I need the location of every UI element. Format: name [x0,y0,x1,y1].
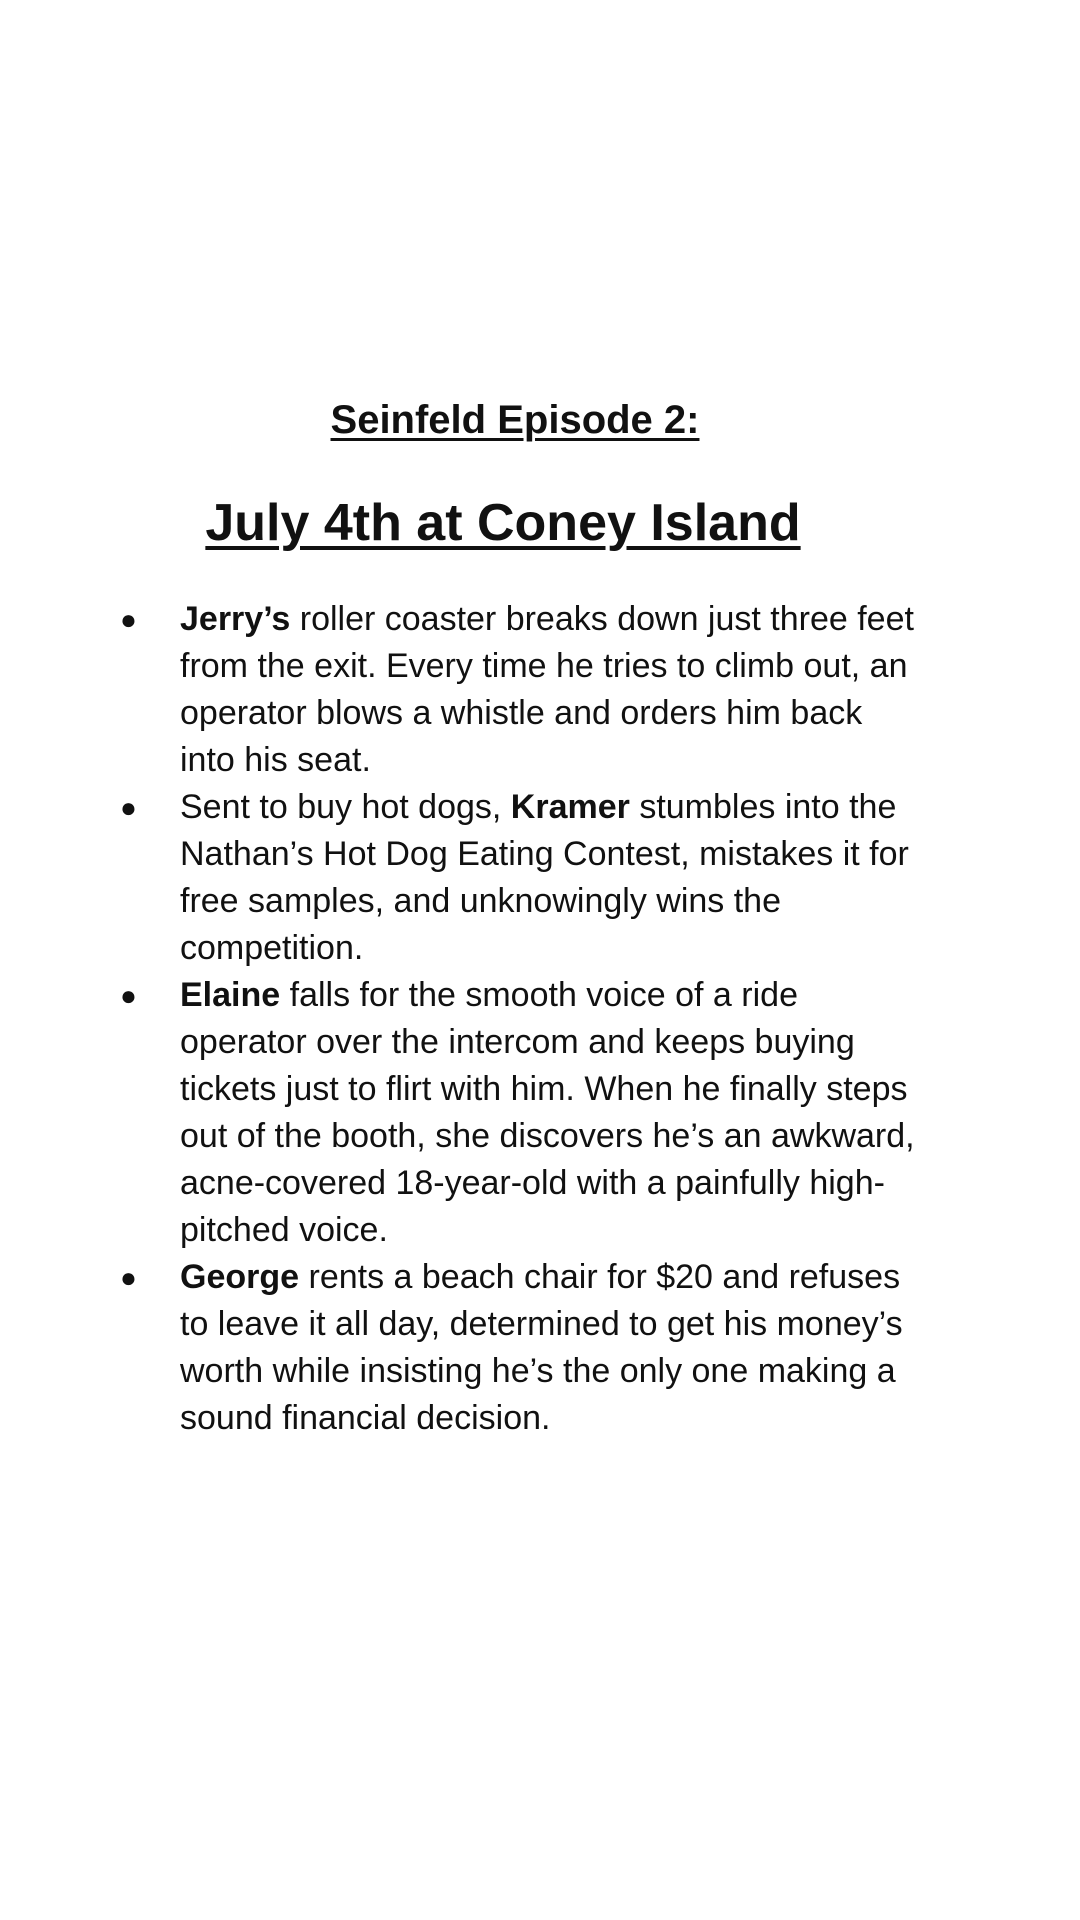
character-name: Jerry’s [180,600,291,638]
bullet-icon: ● [120,604,137,635]
item-lead-text: Sent to buy hot dogs, [180,788,511,826]
item-text: falls for the smooth voice of a ride operator over the intercom and keeps buying tickets just to flirt with him. When he finally steps out of the booth, she discovers he’s an awkward, acne-covered 18-year-old with a painfully high-pitched voice. [180,976,915,1249]
item-text: rents a beach chair for $20 and refuses to leave it all day, determined to get his money’s worth while insisting he’s the only one making a sound financial decision. [180,1258,903,1437]
bullet-icon: ● [120,1262,137,1293]
item-text: roller coaster breaks down just three feet from the exit. Every time he tries to climb out, an operator blows a whistle and orders him back into his seat. [180,600,914,779]
bullet-icon: ● [120,792,137,823]
summary-list [0,596,1080,1442]
list-item [0,1254,920,1442]
character-name: Elaine [180,976,281,1014]
list-item [0,972,920,1254]
item-text: stumbles into the Nathan’s Hot Dog Eating Contest, mistakes it for free samples, and unknowingly wins the competition. [180,788,909,967]
list-item [0,784,920,972]
episode-subtitle: July 4th at Coney Island [205,494,801,552]
character-name: Kramer [510,788,630,826]
bullet-icon: ● [120,980,137,1011]
episode-title: Seinfeld Episode 2: [330,398,700,442]
list-item [0,596,920,784]
character-name: George [180,1258,300,1296]
